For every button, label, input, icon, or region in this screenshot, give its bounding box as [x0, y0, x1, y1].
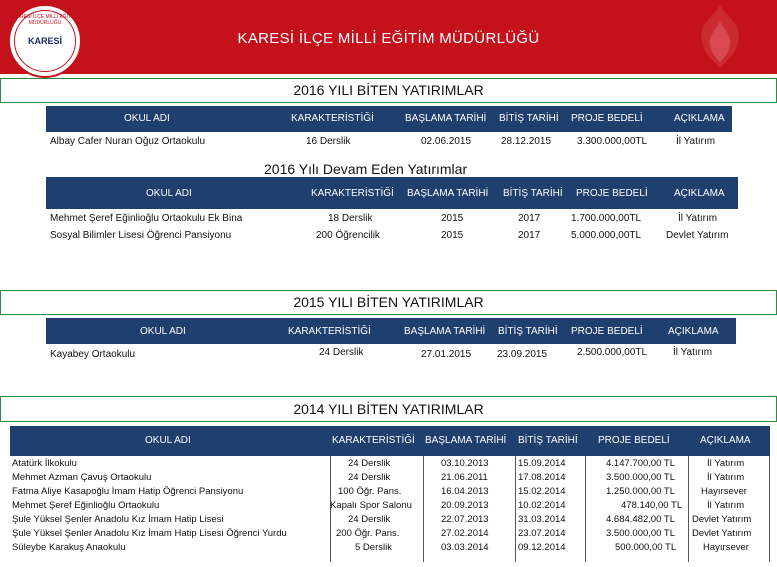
col-note: AÇIKLAMA: [674, 113, 725, 124]
col-note: AÇIKLAMA: [700, 435, 751, 446]
cell-start: 21.06.2011: [441, 472, 488, 483]
col-type: KARAKTERİSTİĞİ: [288, 326, 371, 337]
cell-type: 18 Derslik: [328, 213, 373, 224]
cell-cost: 4.147.700,00 TL: [606, 458, 676, 469]
col-cost: PROJE BEDELİ: [571, 113, 643, 124]
col-start: BAŞLAMA TARİHİ: [407, 188, 489, 199]
cell-school: Şule Yüksel Şenler Anadolu Kız İmam Hatip Lisesi: [12, 514, 224, 525]
flame-watermark-icon: [680, 2, 760, 74]
cell-end: 10.02.2014: [518, 500, 566, 511]
table-row: [10, 472, 770, 485]
cell-note: İl Yatırım: [707, 472, 745, 483]
cell-end: 15.09.2014: [518, 458, 566, 469]
cell-note: Hayırsever: [703, 542, 749, 553]
cell-end: 23.09.2015: [497, 349, 548, 360]
table-row: [10, 500, 770, 513]
cell-school: Sosyal Bilimler Lisesi Öğrenci Pansiyonu: [50, 230, 232, 241]
col-school: OKUL ADI: [145, 435, 191, 446]
cell-cost: 3.300.000,00TL: [577, 136, 648, 147]
cell-type: 24 Derslik: [319, 347, 364, 358]
cell-school: Süleybe Karakuş Anaokulu: [12, 542, 126, 553]
cell-note: İl Yatırım: [707, 458, 745, 469]
cell-end: 23.07.2014: [518, 528, 566, 539]
cell-type: 200 Öğr. Pans.: [336, 528, 400, 539]
table-2014: [10, 426, 770, 562]
cell-type: 100 Öğr. Pans.: [338, 486, 402, 497]
logo-ring-text: KARESİ İLÇE MİLLİ EĞİTİM MÜDÜRLÜĞÜ: [13, 14, 77, 26]
cell-school: Mehmet Şeref Eğinlioğlu Ortaokulu: [12, 500, 160, 511]
cell-start: 2015: [441, 230, 464, 241]
cell-type: 24 Derslik: [348, 472, 391, 483]
cell-note: İl Yatırım: [673, 347, 713, 358]
cell-cost: 5.000.000,00TL: [571, 230, 642, 241]
logo-text: KARESİ: [27, 36, 62, 46]
col-type: KARAKTERİSTİĞİ: [291, 113, 374, 124]
cell-school: Şule Yüksel Şenler Anadolu Kız İmam Hatip Lisesi Öğrenci Yurdu: [12, 528, 287, 539]
cell-type: 24 Derslik: [348, 458, 391, 469]
cell-note: Devlet Yatırım: [666, 230, 729, 241]
cell-cost: 3.500.000,00 TL: [606, 472, 676, 483]
cell-end: 31.03.2014: [518, 514, 566, 525]
table-row: [10, 458, 770, 471]
col-cost: PROJE BEDELİ: [576, 188, 648, 199]
col-type: KARAKTERİSTİĞİ: [332, 435, 415, 446]
cell-end: 17.08.2014: [518, 472, 566, 483]
table-row: [10, 514, 770, 527]
cell-note: İl Yatırım: [707, 500, 745, 511]
col-note: AÇIKLAMA: [668, 326, 719, 337]
col-end: BİTİŞ TARİHİ: [499, 113, 559, 124]
col-cost: PROJE BEDELİ: [571, 326, 643, 337]
page-title: KARESİ İLÇE MİLLİ EĞİTİM MÜDÜRLÜĞÜ: [237, 30, 540, 47]
cell-start: 16.04.2013: [441, 486, 489, 497]
section-title-2016-done: 2016 YILI BİTEN YATIRIMLAR: [0, 78, 777, 103]
col-school: OKUL ADI: [140, 326, 186, 337]
cell-end: 28.12.2015: [501, 136, 552, 147]
col-school: OKUL ADI: [124, 113, 170, 124]
cell-start: 2015: [441, 213, 464, 224]
cell-start: 27.02.2014: [441, 528, 489, 539]
cell-note: Devlet Yatırım: [692, 528, 752, 539]
table-header-2016-done: [46, 106, 732, 132]
cell-start: 22.07.2013: [441, 514, 489, 525]
table-header-2015: [46, 318, 736, 344]
col-end: BİTİŞ TARİHİ: [498, 326, 558, 337]
cell-school: Albay Cafer Nuran Oğuz Ortaokulu: [50, 136, 206, 147]
cell-end: 2017: [518, 230, 541, 241]
col-cost: PROJE BEDELİ: [598, 435, 670, 446]
cell-start: 20.09.2013: [441, 500, 489, 511]
cell-type: 16 Derslik: [306, 136, 351, 147]
col-end: BİTİŞ TARİHİ: [503, 188, 563, 199]
header-banner: [0, 0, 777, 74]
cell-school: Mehmet Şeref Eğinlioğlu Ortaokulu Ek Bina: [50, 213, 243, 224]
col-school: OKUL ADI: [146, 188, 192, 199]
cell-end: 09.12.2014: [518, 542, 566, 553]
cell-cost: 478.140,00 TL: [621, 500, 683, 511]
cell-type: 5 Derslik: [355, 542, 392, 553]
cell-cost: 1.700.000,00TL: [571, 213, 642, 224]
cell-cost: 2.500.000,00TL: [577, 347, 648, 358]
cell-school: Kayabey Ortaokulu: [50, 349, 136, 360]
cell-note: İl Yatırım: [676, 136, 716, 147]
table-row: [10, 528, 770, 541]
section-title-2016-ongoing: 2016 Yılı Devam Eden Yatırımlar: [264, 161, 468, 177]
table-row: [10, 542, 770, 555]
table-header-2014: [10, 426, 770, 456]
cell-type: 24 Derslik: [348, 514, 391, 525]
col-type: KARAKTERİSTİĞİ: [311, 188, 394, 199]
col-start: BAŞLAMA TARİHİ: [404, 326, 486, 337]
cell-school: Fatma Aliye Kasapoğlu İmam Hatip Öğrenci Pansiyonu: [12, 486, 244, 497]
cell-type: 200 Öğrencilik: [316, 230, 380, 241]
cell-start: 03.03.2014: [441, 542, 489, 553]
cell-cost: 500.000,00 TL: [615, 542, 677, 553]
cell-note: İl Yatırım: [678, 213, 718, 224]
table-row: [10, 486, 770, 499]
col-note: AÇIKLAMA: [674, 188, 725, 199]
col-end: BİTİŞ TARİHİ: [518, 435, 578, 446]
cell-start: 27.01.2015: [421, 349, 472, 360]
section-title-2015: 2015 YILI BİTEN YATIRIMLAR: [0, 290, 777, 315]
cell-school: Mehmet Azman Çavuş Ortaokulu: [12, 472, 152, 483]
cell-cost: 1.250.000,00 TL: [606, 486, 676, 497]
meb-logo: [8, 4, 82, 78]
cell-school: Atatürk İlkokulu: [12, 458, 77, 469]
cell-cost: 4.684.482,00 TL: [606, 514, 676, 525]
cell-note: Devlet Yatırım: [692, 514, 752, 525]
col-start: BAŞLAMA TARİHİ: [425, 435, 507, 446]
table-header-2016-ongoing: [46, 177, 738, 209]
cell-start: 03.10.2013: [441, 458, 489, 469]
cell-end: 15.02.2014: [518, 486, 566, 497]
cell-cost: 3.500.000,00 TL: [606, 528, 676, 539]
cell-start: 02.06.2015: [421, 136, 472, 147]
cell-end: 2017: [518, 213, 541, 224]
section-title-2014: 2014 YILI BİTEN YATIRIMLAR: [0, 396, 777, 422]
cell-type: Kapalı Spor Salonu: [330, 500, 412, 511]
col-start: BAŞLAMA TARİHİ: [405, 113, 487, 124]
cell-note: Hayırsever: [701, 486, 747, 497]
